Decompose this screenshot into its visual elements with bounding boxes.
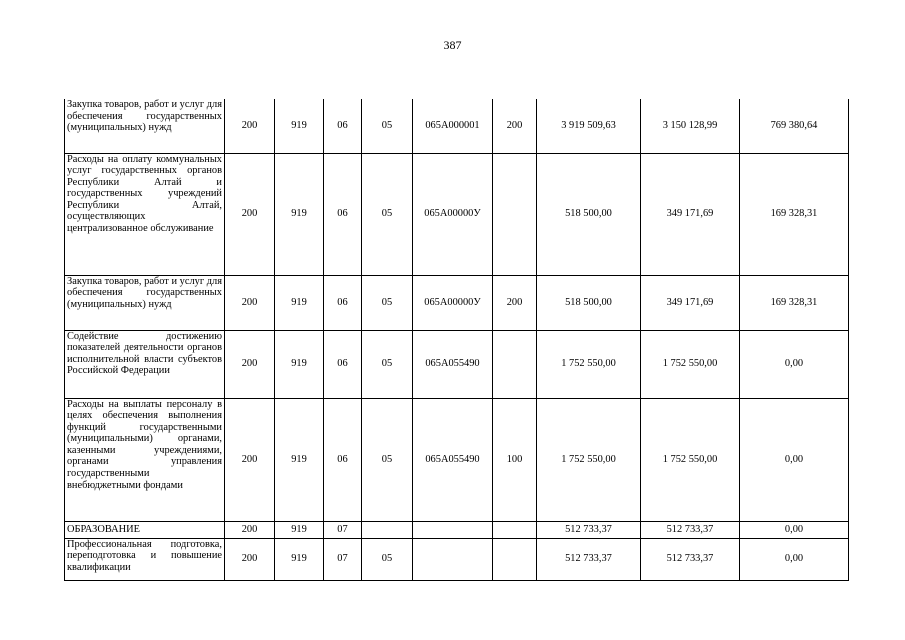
cell-v3: 0,00: [740, 398, 849, 521]
cell-c6: 100: [493, 398, 537, 521]
cell-v1: 518 500,00: [537, 153, 641, 275]
cell-c5: 065A00000У: [413, 275, 493, 330]
cell-v2: 512 733,37: [641, 538, 740, 580]
row-name: Закупка товаров, работ и услуг для обеспечения государственных (муниципальных) нужд: [65, 99, 225, 153]
cell-c6: [493, 521, 537, 538]
cell-c4: 05: [362, 153, 413, 275]
cell-c6: 200: [493, 99, 537, 153]
cell-c5: 065A055490: [413, 330, 493, 398]
cell-c1: 200: [225, 275, 275, 330]
cell-c3: 07: [324, 538, 362, 580]
cell-v1: 3 919 509,63: [537, 99, 641, 153]
cell-c2: 919: [275, 521, 324, 538]
cell-c6: [493, 153, 537, 275]
row-name: Закупка товаров, работ и услуг для обеспечения государственных (муниципальных) нужд: [65, 275, 225, 330]
cell-v3: 169 328,31: [740, 153, 849, 275]
cell-v1: 1 752 550,00: [537, 398, 641, 521]
cell-c5: [413, 521, 493, 538]
cell-c3: 06: [324, 275, 362, 330]
cell-v2: 512 733,37: [641, 521, 740, 538]
cell-c3: 06: [324, 398, 362, 521]
cell-c3: 07: [324, 521, 362, 538]
cell-c1: 200: [225, 538, 275, 580]
cell-c3: 06: [324, 153, 362, 275]
cell-v1: 512 733,37: [537, 521, 641, 538]
cell-c3: 06: [324, 330, 362, 398]
cell-v3: 169 328,31: [740, 275, 849, 330]
cell-v1: 1 752 550,00: [537, 330, 641, 398]
table-row: [65, 99, 849, 153]
row-name: ОБРАЗОВАНИЕ: [65, 521, 225, 538]
cell-c2: 919: [275, 330, 324, 398]
cell-c4: 05: [362, 330, 413, 398]
cell-c4: 05: [362, 398, 413, 521]
table-row: [65, 330, 849, 398]
cell-v3: 0,00: [740, 330, 849, 398]
page-number: 387: [443, 38, 462, 52]
cell-v2: 349 171,69: [641, 153, 740, 275]
cell-c5: 065A000001: [413, 99, 493, 153]
cell-c4: 05: [362, 275, 413, 330]
table-row: [65, 521, 849, 538]
cell-c1: 200: [225, 330, 275, 398]
cell-c1: 200: [225, 153, 275, 275]
budget-table: [64, 99, 849, 581]
cell-v2: 349 171,69: [641, 275, 740, 330]
cell-c5: 065A00000У: [413, 153, 493, 275]
cell-v3: 0,00: [740, 538, 849, 580]
cell-c6: 200: [493, 275, 537, 330]
cell-c5: [413, 538, 493, 580]
cell-c3: 06: [324, 99, 362, 153]
cell-c2: 919: [275, 398, 324, 521]
cell-c4: 05: [362, 538, 413, 580]
cell-c2: 919: [275, 153, 324, 275]
cell-c1: 200: [225, 521, 275, 538]
row-name: Расходы на выплаты персоналу в целях обеспечения выполнения функций государственными (муниципальными) органами, казенными учреждениями, органами управления государственными внебюджетными фондами: [65, 398, 225, 521]
cell-c4: 05: [362, 99, 413, 153]
cell-c4: [362, 521, 413, 538]
cell-v3: 0,00: [740, 521, 849, 538]
row-name: Содействие достижению показателей деятельности органов исполнительной власти субъектов Российской Федерации: [65, 330, 225, 398]
row-name: Расходы на оплату коммунальных услуг государственных органов Республики Алтай и государственных учреждений Республики Алтай, осуществляющих централизованное обслуживание: [65, 153, 225, 275]
cell-v3: 769 380,64: [740, 99, 849, 153]
cell-v1: 512 733,37: [537, 538, 641, 580]
cell-v2: 3 150 128,99: [641, 99, 740, 153]
cell-v2: 1 752 550,00: [641, 330, 740, 398]
table-row: [65, 153, 849, 275]
cell-v1: 518 500,00: [537, 275, 641, 330]
table-row: [65, 538, 849, 580]
cell-c2: 919: [275, 538, 324, 580]
cell-c6: [493, 330, 537, 398]
cell-c1: 200: [225, 398, 275, 521]
cell-c5: 065A055490: [413, 398, 493, 521]
table-row: [65, 398, 849, 521]
cell-v2: 1 752 550,00: [641, 398, 740, 521]
cell-c2: 919: [275, 275, 324, 330]
table-row: [65, 275, 849, 330]
row-name: Профессиональная подготовка, переподготовка и повышение квалификации: [65, 538, 225, 580]
cell-c2: 919: [275, 99, 324, 153]
cell-c6: [493, 538, 537, 580]
cell-c1: 200: [225, 99, 275, 153]
